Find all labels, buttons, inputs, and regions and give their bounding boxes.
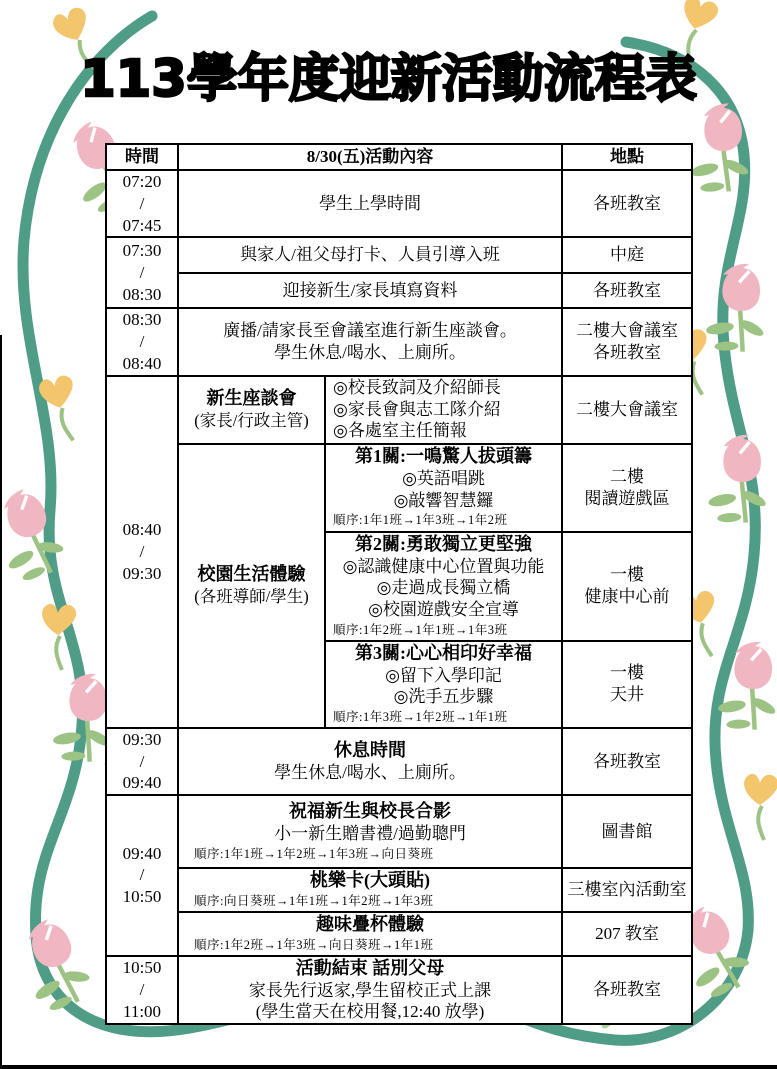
activity-line: 家長先行返家,學生留校正式上課	[248, 980, 492, 1000]
activity-item: ◎認識健康中心位置與功能	[342, 556, 545, 576]
header-content: 8/30(五)活動內容	[178, 144, 562, 170]
time-start: 09:30	[122, 729, 162, 749]
table-row	[106, 237, 692, 273]
table-row	[106, 795, 692, 868]
location-cell	[562, 444, 692, 532]
table-row	[106, 956, 692, 1025]
time-separator: /	[139, 332, 145, 351]
time-cell	[106, 728, 178, 795]
activity-detail-cell	[325, 444, 562, 532]
table-row	[106, 912, 692, 956]
activity-cell: 學生上學時間	[178, 170, 562, 237]
activity-group-cell	[178, 376, 325, 444]
activity-item: ◎校長致詞及介紹師長	[333, 377, 501, 397]
table-row	[106, 728, 692, 795]
station-title: 第2關:勇敢獨立更堅強	[355, 533, 532, 554]
location-line: 健康中心前	[584, 587, 670, 607]
time-end: 08:40	[122, 353, 162, 373]
location-line: 二樓大會議室	[576, 321, 679, 341]
activity-cell	[178, 868, 562, 912]
activity-item: ◎家長會與志工隊介紹	[333, 399, 501, 419]
time-end: 08:30	[122, 284, 162, 304]
activity-item: ◎校園遊戲安全宣導	[368, 600, 519, 620]
location-cell: 207 教室	[562, 912, 692, 956]
time-start: 08:40	[122, 520, 162, 540]
class-order: 順序:1年1班→1年2班→1年3班→向日葵班	[194, 846, 434, 861]
activity-group-title: 新生座談會	[206, 388, 297, 409]
class-order: 順序:向日葵班→1年1班→1年2班→1年3班	[194, 894, 434, 909]
location-line: 閱讀遊戲區	[584, 488, 670, 508]
location-cell: 二樓大會議室	[562, 376, 692, 444]
table-row	[106, 170, 692, 237]
location-line: 各班教室	[593, 342, 662, 362]
table-row	[106, 376, 692, 444]
activity-cell	[178, 912, 562, 956]
table-row	[106, 868, 692, 912]
time-separator: /	[139, 865, 145, 885]
location-cell: 各班教室	[562, 728, 692, 795]
time-start: 10:50	[122, 958, 162, 978]
location-cell	[562, 641, 692, 728]
time-end: 07:45	[122, 215, 162, 235]
activity-title: 休息時間	[334, 740, 406, 761]
activity-item: ◎英語唱跳	[402, 468, 485, 488]
activity-line: 學生休息/喝水、上廁所。	[274, 342, 466, 362]
time-separator: /	[139, 751, 145, 771]
table-row	[106, 444, 692, 532]
heart-flower-icon	[744, 774, 777, 840]
location-line: 二樓	[610, 466, 645, 486]
header-time: 時間	[106, 144, 178, 170]
activity-cell: 與家人/祖父母打卡、人員引導入班	[178, 237, 562, 273]
activity-detail-cell	[325, 532, 562, 641]
activity-line: (學生當天在校用餐,12:40 放學)	[255, 1002, 485, 1022]
location-cell: 圖書館	[562, 795, 692, 868]
class-order: 順序:1年2班→1年1班→1年3班	[333, 622, 508, 637]
activity-item: ◎敲響智慧鑼	[393, 490, 494, 510]
activity-item: ◎留下入學印記	[385, 665, 502, 685]
activity-cell	[178, 308, 562, 375]
time-cell	[106, 956, 178, 1025]
location-cell	[562, 532, 692, 641]
time-cell	[106, 237, 178, 308]
activity-title: 桃樂卡(大頭貼)	[310, 870, 430, 891]
activity-line: 廣播/請家長至會議室進行新生座談會。	[223, 321, 517, 341]
location-cell: 各班教室	[562, 956, 692, 1025]
class-order: 順序:1年2班→1年3班→向日葵班→1年1班	[194, 937, 434, 952]
header-location: 地點	[562, 144, 692, 170]
activity-title: 趣味疊杯體驗	[316, 913, 424, 934]
activity-group-subtitle: (家長/行政主管)	[194, 411, 309, 431]
activity-cell: 迎接新生/家長填寫資料	[178, 273, 562, 308]
page-title: 113學年度迎新活動流程表	[80, 50, 697, 109]
time-cell	[106, 376, 178, 728]
tulip-flower-icon	[700, 258, 777, 361]
time-cell	[106, 308, 178, 375]
location-cell: 中庭	[562, 237, 692, 273]
station-title: 第1關:一鳴驚人拔頭籌	[355, 445, 532, 466]
page-left-border	[0, 335, 2, 1069]
activity-cell	[178, 956, 562, 1025]
time-separator: /	[139, 980, 145, 1000]
activity-detail-cell	[325, 641, 562, 728]
activity-item: ◎走過成長獨立橋	[376, 578, 511, 598]
page-bottom-border	[0, 1065, 777, 1069]
location-line: 天井	[610, 685, 645, 705]
station-title: 第3關:心心相印好幸福	[355, 642, 532, 663]
activity-title: 祝福新生與校長合影	[289, 800, 451, 821]
tulip-flower-icon	[0, 484, 69, 585]
activity-line: 小一新生贈書禮/過勤聰門	[274, 823, 466, 843]
location-cell: 各班教室	[562, 170, 692, 237]
activity-group-cell	[178, 444, 325, 728]
activity-cell	[178, 728, 562, 795]
table-header-row	[106, 144, 692, 170]
activity-line: 學生休息/喝水、上廁所。	[274, 763, 466, 783]
activity-title: 活動結束 話別父母	[295, 957, 445, 978]
location-cell	[562, 308, 692, 375]
table-row	[106, 273, 692, 308]
activity-item: ◎各處室主任簡報	[333, 421, 467, 441]
schedule-table	[105, 143, 693, 1025]
class-order: 順序:1年3班→1年2班→1年1班	[333, 710, 508, 725]
activity-item: ◎洗手五步驟	[393, 687, 494, 707]
location-line: 一樓	[610, 663, 645, 683]
time-start: 07:30	[122, 241, 162, 261]
activity-group-title: 校園生活體驗	[197, 564, 306, 585]
location-cell: 各班教室	[562, 273, 692, 308]
table-row	[106, 308, 692, 375]
time-separator: /	[139, 262, 145, 282]
activity-group-subtitle: (各班導師/學生)	[194, 587, 309, 607]
location-line: 一樓	[610, 565, 645, 585]
class-order: 順序:1年1班→1年3班→1年2班	[333, 513, 508, 528]
time-start: 09:40	[122, 843, 162, 863]
time-cell	[106, 795, 178, 956]
time-end: 09:30	[122, 563, 162, 583]
time-end: 10:50	[122, 887, 162, 907]
time-end: 11:00	[122, 1001, 162, 1021]
time-cell	[106, 170, 178, 237]
time-end: 09:40	[122, 773, 162, 793]
time-start: 07:20	[122, 172, 162, 191]
time-separator: /	[139, 193, 145, 213]
tulip-flower-icon	[703, 430, 777, 531]
activity-cell	[178, 795, 562, 868]
activity-detail-cell	[325, 376, 562, 444]
time-separator: /	[139, 541, 145, 561]
location-cell: 三樓室內活動室	[562, 868, 692, 912]
time-start: 08:30	[122, 310, 162, 330]
